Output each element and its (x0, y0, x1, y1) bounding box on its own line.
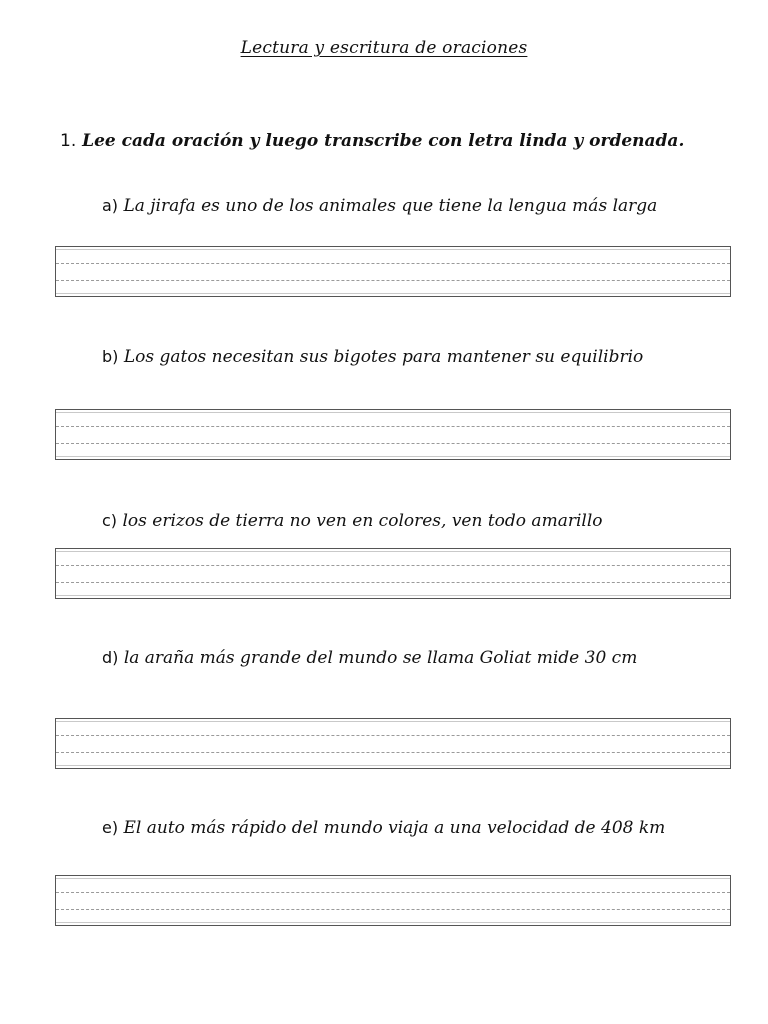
writing-box-c[interactable] (55, 548, 731, 599)
writing-guide-line (56, 582, 730, 583)
writing-box-d[interactable] (55, 718, 731, 769)
instruction-number: 1. (60, 131, 77, 151)
writing-guide-line (56, 426, 730, 427)
instruction-text: Lee cada oración y luego transcribe con letra linda y ordenada. (82, 131, 685, 151)
sentence-text: El auto más rápido del mundo viaja a una velocidad de 408 km (123, 818, 666, 838)
writing-line (56, 293, 730, 294)
writing-guide-line (56, 909, 730, 910)
writing-guide-line (56, 263, 730, 264)
sentence-text: La jirafa es uno de los animales que tiene la lengua más larga (123, 196, 658, 216)
sentence-label: c) (102, 511, 118, 530)
writing-line (56, 765, 730, 766)
writing-guide-line (56, 752, 730, 753)
sentence-label: b) (102, 347, 119, 366)
sentence-b (102, 347, 742, 367)
sentence-text: la araña más grande del mundo se llama Goliat mide 30 cm (123, 648, 638, 668)
page-title: Lectura y escritura de oraciones (240, 38, 528, 58)
writing-guide-line (56, 443, 730, 444)
writing-guide-line (56, 735, 730, 736)
writing-box-a[interactable] (55, 246, 731, 297)
writing-line (56, 922, 730, 923)
writing-line (56, 551, 730, 552)
writing-box-e[interactable] (55, 875, 731, 926)
writing-line (56, 878, 730, 879)
sentence-label: e) (102, 818, 119, 837)
sentence-label: a) (102, 196, 119, 215)
sentence-e (102, 818, 742, 838)
instruction (60, 131, 740, 151)
sentence-c (102, 511, 742, 531)
sentence-a (102, 196, 742, 216)
writing-guide-line (56, 280, 730, 281)
writing-line (56, 595, 730, 596)
writing-guide-line (56, 892, 730, 893)
sentence-text: Los gatos necesitan sus bigotes para mantener su equilibrio (123, 347, 644, 367)
sentence-d (102, 648, 742, 668)
sentence-text: los erizos de tierra no ven en colores, ven todo amarillo (122, 511, 603, 531)
writing-line (56, 456, 730, 457)
writing-box-b[interactable] (55, 409, 731, 460)
writing-guide-line (56, 565, 730, 566)
writing-line (56, 412, 730, 413)
writing-line (56, 721, 730, 722)
writing-line (56, 249, 730, 250)
sentence-label: d) (102, 648, 119, 667)
